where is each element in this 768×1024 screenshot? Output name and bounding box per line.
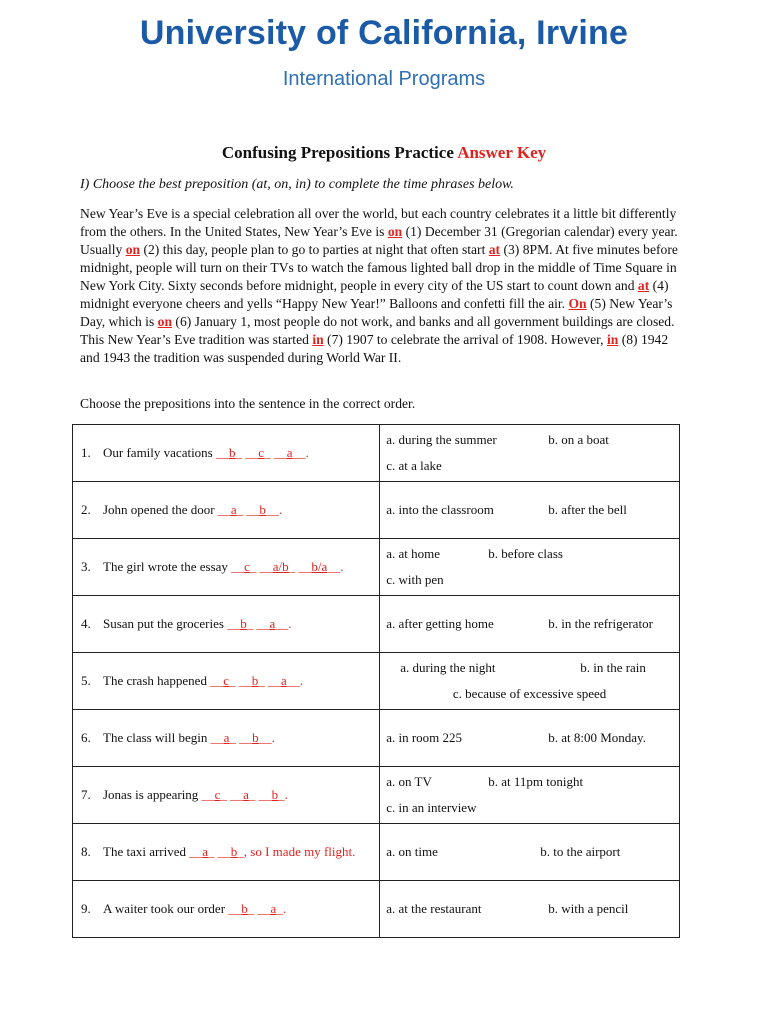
question-cell [73,653,380,710]
question-row [73,824,680,881]
option-item: a. in room 225 [386,730,463,745]
question-part: __. [265,502,283,517]
option-item: b. to the airport [540,844,621,859]
question-number: 8. [81,844,91,859]
answer-letter: b [252,730,259,745]
question-part: Susan put the groceries [103,616,228,631]
passage-answer: in [312,332,324,347]
answer-letter: c [214,787,221,802]
passage-answer: on [387,224,403,239]
option-item: b. in the refrigerator [548,616,653,631]
question-part: The class will begin [103,730,211,745]
question-part: _ __ [208,844,231,859]
question-part: The taxi arrived [103,844,190,859]
passage-text: (4) midnight everyone cheers and yells “Happy New Year!” Balloons and confetti fill the air. [80,278,669,311]
answer-letter: c [223,673,229,688]
question-part: __ [201,787,215,802]
question-text [103,502,379,518]
answer-letter: a [202,844,209,859]
option-item: a. during the summer [386,432,497,447]
options-cell [380,653,680,710]
question-part: _ __ [288,559,312,574]
question-part: __ [189,844,203,859]
options-cell [380,539,680,596]
question-row [73,881,680,938]
question-part: _ __ [246,616,270,631]
title-main: Confusing Prepositions Practice [221,143,454,162]
option-item: a. on time [386,844,438,859]
question-cell [73,482,380,539]
question-number: 3. [81,559,91,574]
passage-answer: in [606,332,619,347]
option-item: b. in the rain [580,660,646,675]
question-part: The crash happened [103,673,211,688]
question-part: __ [217,502,231,517]
answer-letter: b/a [311,559,328,574]
passage-answer: On [568,296,587,311]
question-part: _ __ [235,445,259,460]
instructions: I) Choose the best preposition (at, on, in) to complete the time phrases below. [80,177,514,192]
option-item: a. at the restaurant [386,901,482,916]
question-cell [73,596,380,653]
question-text [103,559,379,575]
option-item: b. at 8:00 Monday. [548,730,646,745]
question-part: __ [231,559,245,574]
program-name: International Programs [282,68,486,90]
passage-text: (7) 1907 to celebrate the arrival of 1908. However, [323,332,607,347]
option-item: a. on TV [386,774,432,789]
answer-letter: a [230,502,237,517]
question-text [103,730,379,746]
question-text [103,787,379,803]
passage-answer: on [157,314,173,329]
answer-letter: b [229,445,236,460]
question-part: Our family vacations [103,445,216,460]
question-row [73,596,680,653]
passage-answer: at [637,278,650,293]
option-item: a. after getting home [386,616,494,631]
option-item: c. with pen [386,572,444,587]
option-item: b. before class [488,546,563,561]
option-item: b. on a boat [548,432,609,447]
answer-letter: b [240,616,247,631]
question-cell [73,881,380,938]
question-part: __. [258,730,275,745]
option-item: a. into the classroom [386,502,494,517]
question-cell [73,539,380,596]
question-part: __. [286,673,304,688]
passage-text: (2) this day, people plan to go to parties at night that often start [140,242,489,257]
option-item: c. at a lake [386,458,442,473]
question-part: __. [292,445,309,460]
passage-text: (3) 8PM. At five minutes before midnight, people will turn on their TVs to watch the famous lighted ball drop in the middle of Time Square in New York City. Sixty seconds before midnight, people in every city of the US start to count down and [80,242,678,293]
answer-letter: a/b [272,559,289,574]
question-number: 1. [81,445,91,460]
answer-letter: a [286,445,293,460]
passage-text: (1) December 31 (Gregorian calendar) every year. Usually [80,224,678,257]
question-number: 7. [81,787,91,802]
question-part: __ [210,673,224,688]
options-cell [380,425,680,482]
option-item: b. with a pencil [548,901,629,916]
answer-letter: c [244,559,250,574]
question-part: Jonas is appearing [103,787,202,802]
question-text [103,844,379,860]
question-part: _ __ [220,787,244,802]
question-part: __. [275,616,292,631]
question-part: _ __ [249,559,273,574]
question-part: __ [227,616,241,631]
question-row [73,539,680,596]
options-cell [380,824,680,881]
question-row [73,653,680,710]
passage-text: (6) January 1, most people do not work, and banks and all government buildings are closed. This New Year’s Eve tradition was started [80,314,675,347]
question-part: __ [210,730,224,745]
question-part: __ [216,445,229,460]
option-item: c. because of excessive speed [452,686,607,701]
question-cell [73,710,380,767]
answer-letter: a [270,901,277,916]
choose-instructions: Choose the prepositions into the sentence in the correct order. [80,396,416,411]
question-part: _. [276,901,287,916]
passage-text: (8) 1942 and 1943 the tradition was suspended during World War II. [80,332,669,365]
question-text [103,616,379,632]
university-name: University of California, Irvine [139,14,629,52]
question-part: _. [278,787,288,802]
option-item: a. at home [386,546,441,561]
question-part: _ __ [258,673,281,688]
question-number: 4. [81,616,91,631]
question-part: _ __ [229,730,253,745]
options-cell [380,881,680,938]
option-item: a. during the night [400,660,496,675]
passage-text: New Year’s Eve is a special celebration all over the world, but each country celebrates it a little bit differently from the others. In the United States, New Year’s Eve is [80,206,677,239]
answer-letter: b [230,844,238,859]
question-part: The girl wrote the essay [103,559,232,574]
title-highlight: Answer Key [457,143,547,162]
question-number: 5. [81,673,91,688]
question-row [73,710,680,767]
answer-letter: a [243,787,249,802]
question-row [73,482,680,539]
answer-letter: c [258,445,265,460]
options-cell [380,710,680,767]
question-part: _ __ [228,673,252,688]
option-item: b. after the bell [548,502,627,517]
option-item: c. in an interview [386,800,477,815]
questions-table [72,424,680,938]
question-part: __ [228,901,242,916]
question-part: John opened the door [103,502,218,517]
question-number: 2. [81,502,91,517]
question-part: _ __ [264,445,287,460]
question-text [103,445,379,461]
answer-letter: b [259,502,266,517]
question-text [103,901,379,917]
question-cell [73,767,380,824]
page-title [0,143,768,163]
passage-text: (5) New Year’s Day, which is [80,296,673,329]
options-cell [380,482,680,539]
answer-letter: a [223,730,230,745]
answer-letter: b [241,901,248,916]
question-part: __. [327,559,344,574]
question-part: A waiter took our order [103,901,229,916]
question-number: 9. [81,901,91,916]
question-row [73,767,680,824]
passage-answer: at [488,242,501,257]
answer-letter: a [269,616,276,631]
question-part: _ __ [236,502,260,517]
question-part: _, so I made my flight. [237,844,356,859]
question-part: _ __ [248,787,272,802]
answer-letter: a [280,673,287,688]
options-cell [380,767,680,824]
question-number: 6. [81,730,91,745]
question-cell [73,425,380,482]
question-cell [73,824,380,881]
passage [80,205,680,367]
option-item: b. at 11pm tonight [488,774,584,789]
passage-answer: on [125,242,141,257]
answer-letter: b [271,787,279,802]
answer-letter: b [251,673,259,688]
question-text [103,673,379,689]
question-part: _ __ [247,901,271,916]
options-cell [380,596,680,653]
question-row [73,425,680,482]
